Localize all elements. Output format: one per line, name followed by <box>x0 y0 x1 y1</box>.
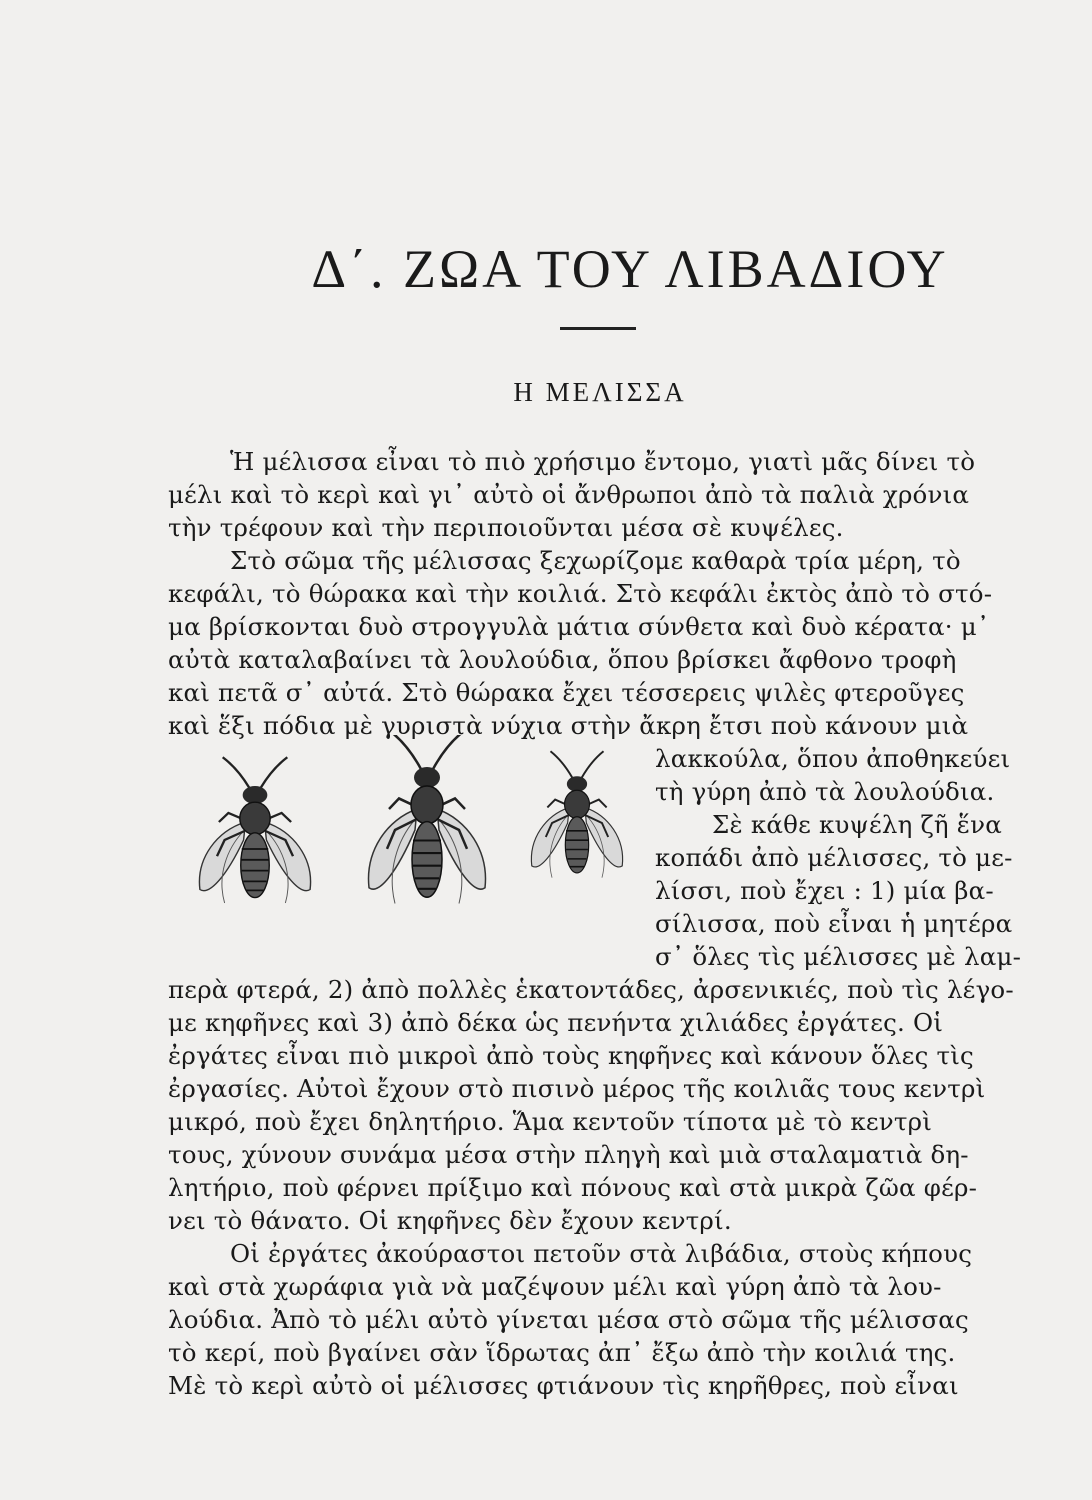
text-line: τὸ κερί, ποὺ βγαίνει σὰν ἵδρωτας ἀπ᾿ ἔξω ἀπὸ τὴν κοιλιά της. <box>168 1338 956 1367</box>
text-line: τὴ γύρη ἀπὸ τὰ λουλούδια. <box>655 777 995 806</box>
text-line: περὰ φτερά, 2) ἀπὸ πολλὲς ἑκατοντάδες, ἀρσενικιές, ποὺ τὶς λέγο- <box>168 975 1014 1004</box>
text-line: μα βρίσκονται δυὸ στρογγυλὰ μάτια σύνθετα καὶ δυὸ κέρατα· μ᾿ <box>168 612 990 641</box>
text-line: καὶ στὰ χωράφια γιὰ νὰ μαζέψουν μέλι καὶ γύρη ἀπὸ τὰ λου- <box>168 1272 942 1301</box>
text-line: σ᾿ ὅλες τὶς μέλισσες μὲ λαμ- <box>655 942 1022 971</box>
text-line: μικρό, ποὺ ἔχει δηλητήριο. Ἅμα κεντοῦν τίποτα μὲ τὸ κεντρὶ <box>168 1107 933 1136</box>
drone-bee-icon <box>199 757 310 903</box>
text-line: Μὲ τὸ κερὶ αὐτὸ οἱ μέλισσες φτιάνουν τὶς κηρῆθρες, ποὺ εἶναι <box>168 1371 959 1400</box>
text-line: καὶ ἕξι πόδια μὲ γυριστὰ νύχια στὴν ἄκρη ἔτσι ποὺ κάνουν μιὰ <box>168 711 969 740</box>
text-line: κεφάλι, τὸ θώρακα καὶ τὴν κοιλιά. Στὸ κεφάλι ἐκτὸς ἀπὸ τὸ στό- <box>168 579 993 608</box>
text-line: αὐτὰ καταλαβαίνει τὰ λουλούδια, ὅπου βρίσκει ἄφθονο τροφὴ <box>168 645 957 674</box>
text-line: τὴν τρέφουν καὶ τὴν περιποιοῦνται μέσα σὲ κυψέλες. <box>168 513 844 542</box>
text-line: τους, χύνουν συνάμα μέσα στὴν πληγὴ καὶ μιὰ σταλαματιὰ δη- <box>168 1140 969 1169</box>
text-line: νει τὸ θάνατο. Οἱ κηφῆνες δὲν ἔχουν κεντρί. <box>168 1206 732 1235</box>
text-line: Σὲ κάθε κυψέλη ζῆ ἕνα <box>712 810 1002 839</box>
text-line: Ἡ μέλισσα εἶναι τὸ πιὸ χρήσιμο ἔντομο, γιατὶ μᾶς δίνει τὸ <box>230 447 976 476</box>
worker-bee-icon <box>531 751 622 877</box>
text-line: καὶ πετᾶ σ᾿ αὐτά. Στὸ θώρακα ἔχει τέσσερεις ψιλὲς φτεροῦγες <box>168 678 965 707</box>
text-line: λούδια. Ἀπὸ τὸ μέλι αὐτὸ γίνεται μέσα στὸ σῶμα τῆς μέλισσας <box>168 1305 969 1334</box>
bees-illustration <box>185 735 645 920</box>
text-line: κοπάδι ἀπὸ μέλισσες, τὸ με- <box>655 843 1013 872</box>
section-title: Η ΜΕΛΙΣΣΑ <box>513 377 687 407</box>
title-divider <box>560 327 636 330</box>
text-line: λακκούλα, ὅπου ἀποθηκεύει <box>655 744 1011 773</box>
text-line: μέλι καὶ τὸ κερὶ καὶ γι᾿ αὐτὸ οἱ ἄνθρωποι ἀπὸ τὰ παλιὰ χρόνια <box>168 480 970 509</box>
text-line: λητήριο, ποὺ φέρνει πρίξιμο καὶ πόνους καὶ στὰ μικρὰ ζῶα φέρ- <box>168 1173 978 1202</box>
text-line: λίσσι, ποὺ ἔχει : 1) μία βα- <box>655 876 994 905</box>
chapter-title: Δ΄. ΖΩΑ ΤΟΥ ΛΙΒΑΔΙΟΥ <box>311 239 949 299</box>
queen-bee-icon <box>369 735 486 904</box>
text-line: Στὸ σῶμα τῆς μέλισσας ξεχωρίζομε καθαρὰ τρία μέρη, τὸ <box>230 546 961 575</box>
text-line: Οἱ ἐργάτες ἀκούραστοι πετοῦν στὰ λιβάδια, στοὺς κήπους <box>230 1239 973 1268</box>
text-line: με κηφῆνες καὶ 3) ἀπὸ δέκα ὡς πενήντα χιλιάδες ἐργάτες. Οἱ <box>168 1008 944 1037</box>
text-line: ἐργάτες εἶναι πιὸ μικροὶ ἀπὸ τοὺς κηφῆνες καὶ κάνουν ὅλες τὶς <box>168 1041 974 1070</box>
text-line: σίλισσα, ποὺ εἶναι ἡ μητέρα <box>655 909 1013 938</box>
text-line: ἐργασίες. Αὐτοὶ ἔχουν στὸ πισινὸ μέρος τῆς κοιλιᾶς τους κεντρὶ <box>168 1074 986 1103</box>
